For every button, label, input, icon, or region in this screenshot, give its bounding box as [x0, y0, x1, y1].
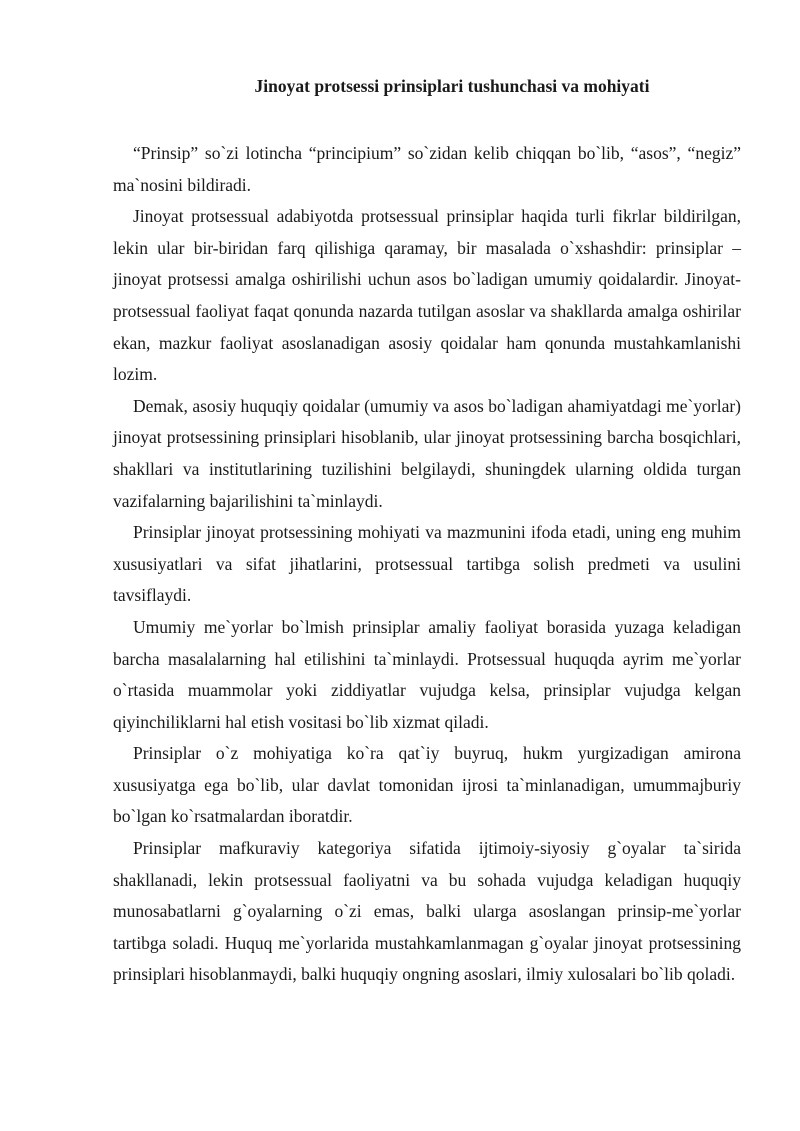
document-body [113, 138, 741, 991]
paragraph-6: Prinsiplar o`z mohiyatiga ko`ra qat`iy buyruq, hukm yurgizadigan amirona xususiyatga ega bo`lib, ular davlat tomonidan ijrosi ta`minlanadigan, umummajburiy bo`lgan ko`rsatmalardan iboratdir. [113, 743, 741, 827]
paragraph-5: Umumiy me`yorlar bo`lmish prinsiplar amaliy faoliyat borasida yuzaga keladigan barcha masalalarning hal etilishini ta`minlaydi. Protsessual huquqda ayrim me`yorlar o`rtasida muammolar yoki ziddiyatlar vujudga kelsa, prinsiplar vujudga kelgan qiyinchiliklarni hal etish vositasi bo`lib xizmat qiladi. [113, 616, 741, 732]
paragraph-4: Prinsiplar jinoyat protsessining mohiyati va mazmunini ifoda etadi, uning eng muhim xususiyatlari va sifat jihatlarini, protsessual tartibga solish predmeti va usulini tavsiflaydi. [113, 522, 741, 606]
paragraph-1: “Prinsip” so`zi lotincha “principium” so`zidan kelib chiqqan bo`lib, “asos”, “negiz” ma`nosini bildiradi. [113, 143, 741, 195]
title-block [113, 74, 741, 98]
paragraph-7: Prinsiplar mafkuraviy kategoriya sifatida ijtimoiy-siyosiy g`oyalar ta`sirida shakllanadi, lekin protsessual faoliyatni va bu sohada vujudga keladigan huquqiy munosabatlarni g`oyalarning o`zi emas, balki ularga asoslangan prinsip-me`yorlar tartibga soladi. Huquq me`yorlarida mustahkamlanmagan g`oyalar jinoyat protsessining prinsiplari hisoblanmaydi, balki huquqiy ongning asoslari, ilmiy xulosalari bo`lib qoladi. [113, 838, 741, 985]
paragraph-2: Jinoyat protsessual adabiyotda protsessual prinsiplar haqida turli fikrlar bildirilgan, lekin ular bir-biridan farq qilishiga qaramay, bir masalada o`xshashdir: prinsiplar – jinoyat protsessi amalga oshirilishi uchun asos bo`ladigan umumiy qoidalardir. Jinoyat-protsessual faoliyat faqat qonunda nazarda tutilgan asoslar va shakllarda amalga oshirilar ekan, mazkur faoliyat asoslanadigan asosiy qoidalar ham qonunda mustahkamlanishi lozim. [113, 206, 741, 385]
paragraph-3: Demak, asosiy huquqiy qoidalar (umumiy va asos bo`ladigan ahamiyatdagi me`yorlar) jinoyat protsessining prinsiplari hisoblanib, ular jinoyat protsessining barcha bosqichlari, shakllari va institutlarining tuzilishini belgilaydi, shuningdek ularning oldida turgan vazifalarning bajarilishini ta`minlaydi. [113, 395, 741, 511]
document-title: Jinoyat protsessi prinsiplari tushunchasi va mohiyati [254, 76, 650, 96]
